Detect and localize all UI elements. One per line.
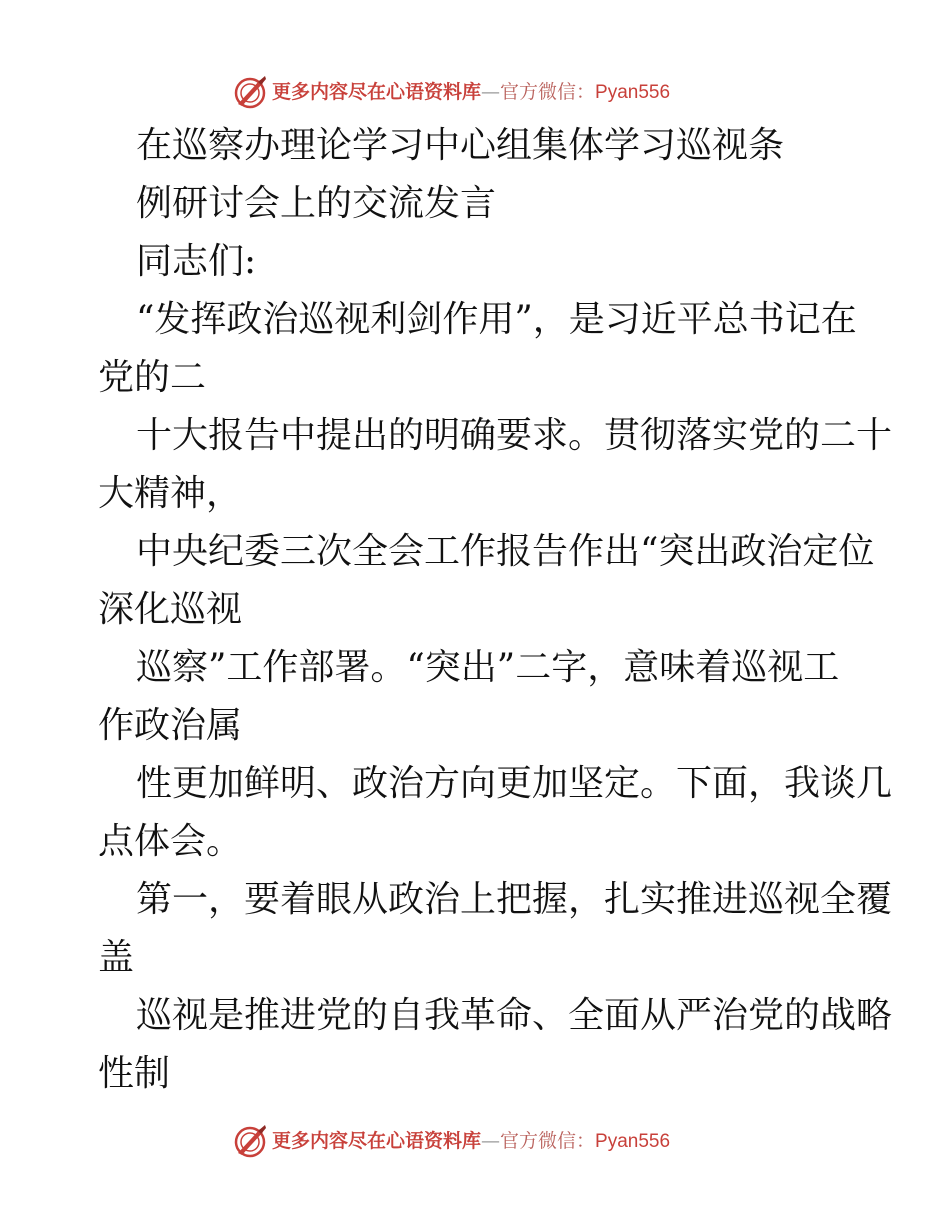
paragraph-line: 性制 [98, 1053, 171, 1094]
header-banner [0, 72, 950, 112]
banner-separator: — [481, 81, 501, 103]
salutation: 同志们: [136, 241, 257, 282]
paragraph-line: 巡察”工作部署。“突出”二字，意味着巡视工 [136, 647, 840, 688]
title-line: 在巡察办理论学习中心组集体学习巡视条 [136, 125, 785, 166]
banner-text [272, 1127, 670, 1156]
wechat-label: 官方微信： [500, 81, 596, 103]
wechat-id: Pyan556 [595, 1131, 671, 1152]
banner-promo: 更多内容尽在心语资料库 [272, 1130, 482, 1152]
wechat-label: 官方微信： [500, 1130, 596, 1152]
paragraph-line: 点体会。 [98, 821, 243, 862]
paragraph-line: 党的二 [98, 357, 207, 398]
paragraph-line: 大精神， [98, 473, 243, 514]
quill-pen-circle-icon [232, 74, 268, 110]
paragraph-line: 深化巡视 [98, 589, 243, 630]
title-line: 例研讨会上的交流发言 [136, 183, 497, 224]
paragraph-line: 巡视是推进党的自我革命、全面从严治党的战略 [136, 995, 893, 1036]
banner-promo: 更多内容尽在心语资料库 [272, 81, 482, 103]
paragraph-line: 中央纪委三次全会工作报告作出“突出政治定位 [136, 531, 875, 572]
wechat-id: Pyan556 [595, 82, 671, 103]
section-heading-line: 盖 [98, 937, 135, 978]
footer-banner [0, 1121, 950, 1161]
banner-separator: — [481, 1130, 501, 1152]
paragraph-line: 十大报告中提出的明确要求。贯彻落实党的二十 [136, 415, 893, 456]
paragraph-line: “发挥政治巡视利剑作用”，是习近平总书记在 [136, 299, 857, 340]
paragraph-line: 性更加鲜明、政治方向更加坚定。下面，我谈几 [136, 763, 893, 804]
quill-pen-circle-icon [232, 1123, 268, 1159]
paragraph-line: 作政治属 [98, 705, 243, 746]
banner-text [272, 78, 670, 107]
section-heading-line: 第一，要着眼从政治上把握，扎实推进巡视全覆 [136, 879, 893, 920]
